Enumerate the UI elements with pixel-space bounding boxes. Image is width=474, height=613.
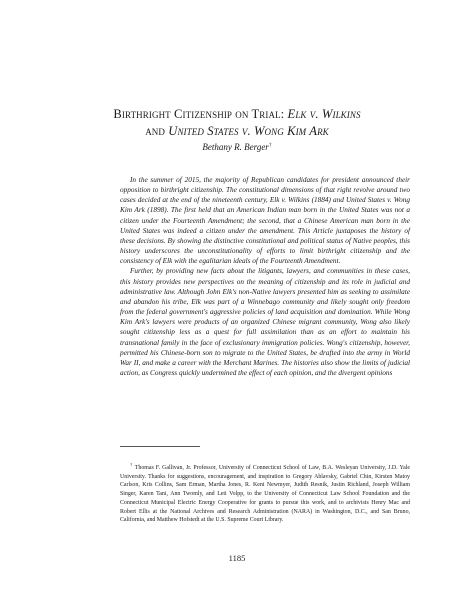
page-number: 1185 [228, 553, 246, 563]
footnote-paragraph [120, 461, 410, 525]
author-footnote-mark: † [268, 142, 272, 148]
abstract-paragraph-2: Further, by providing new facts about the litigants, lawyers, and communities in these cases, this history provides new perspectives on the meaning of citizenship and its role in judicial and administrative law. Although John Elk's non-Native lawyers presented him as seeking to assimilate and abandon his tribe, Elk was part of a Winnebago community and likely sought only freedom from the federal government's aggressive policies of land acquisition and domination. While Wong Kim Ark's lawyers were products of an organized Chinese migrant community, Wong also likely sought citizenship less as a quest for full assimilation than as an effort to maintain his transnational family in the face of exclusionary immigration policies. Wong's citizenship, however, permitted his Chinese-born son to migrate to the United States, be drafted into the army in World War II, and make a career with the Merchant Marines. The histories also show the limits of judicial action, as Congress quickly undermined the effect of each opinion, and the divergent opinions [120, 267, 410, 377]
title-line-1-text: Birthright Citizenship on Trial: [113, 107, 288, 121]
article-title [60, 106, 414, 140]
title-line-2 [60, 123, 414, 140]
footnote-divider [120, 446, 200, 447]
title-line-1 [60, 106, 414, 123]
title-line-1-italic: Elk v. Wilkins [287, 107, 361, 121]
author-name: Bethany R. Berger [202, 142, 269, 152]
footnote-text: Thomas F. Gallivan, Jr. Professor, University of Connecticut School of Law, B.A. Wesleyan University, J.D. Yale University. Thanks for suggestions, encouragement, and inspiration to Gregory Ablavsky, Gabriel Chin, Kirsten Matoy Carlson, Kris Collins, Sam Erman, Martha Jones, R. Kent Newmyer, Judith Resnik, Justin Richland, Joseph William Singer, Karen Tani, Ann Twomly, and Leti Volpp, to the University of Connecticut Law School Foundation and the Connecticut Municipal Electric Energy Cooperative for grants to pursue this work, and to archivists Henry Mac and Robert Ellis at the National Archives and Research Administration (NARA) in Washington, D.C., and San Bruno, California, and Matthew Hofstedt at the U.S. Supreme Court Library. [120, 464, 411, 524]
abstract [120, 175, 410, 378]
footnote [120, 461, 410, 525]
title-line-2-italic: United States v. Wong Kim Ark [168, 124, 329, 138]
title-line-2-text: and [145, 124, 169, 138]
author-line [0, 142, 474, 152]
abstract-paragraph-1: In the summer of 2015, the majority of Republican candidates for president announced their opposition to birthright citizenship. The constitutional dimensions of that right revolve around two cases decided at the end of the nineteenth century, Elk v. Wilkins (1884) and United States v. Wong Kim Ark (1898). The first held that an American Indian man born in the United States was not a citizen under the Fourteenth Amendment; the second, that a Chinese American man born in the United States was indeed a citizen under the amendment. This Article juxtaposes the history of these decisions. By showing the distinctive constitutional and political status of Native peoples, this history underscores the unconstitutionality of efforts to limit birthright citizenship and the consistency of Elk with the egalitarian ideals of the Fourteenth Amendment. [120, 176, 410, 266]
footnote-mark: † [130, 462, 133, 467]
